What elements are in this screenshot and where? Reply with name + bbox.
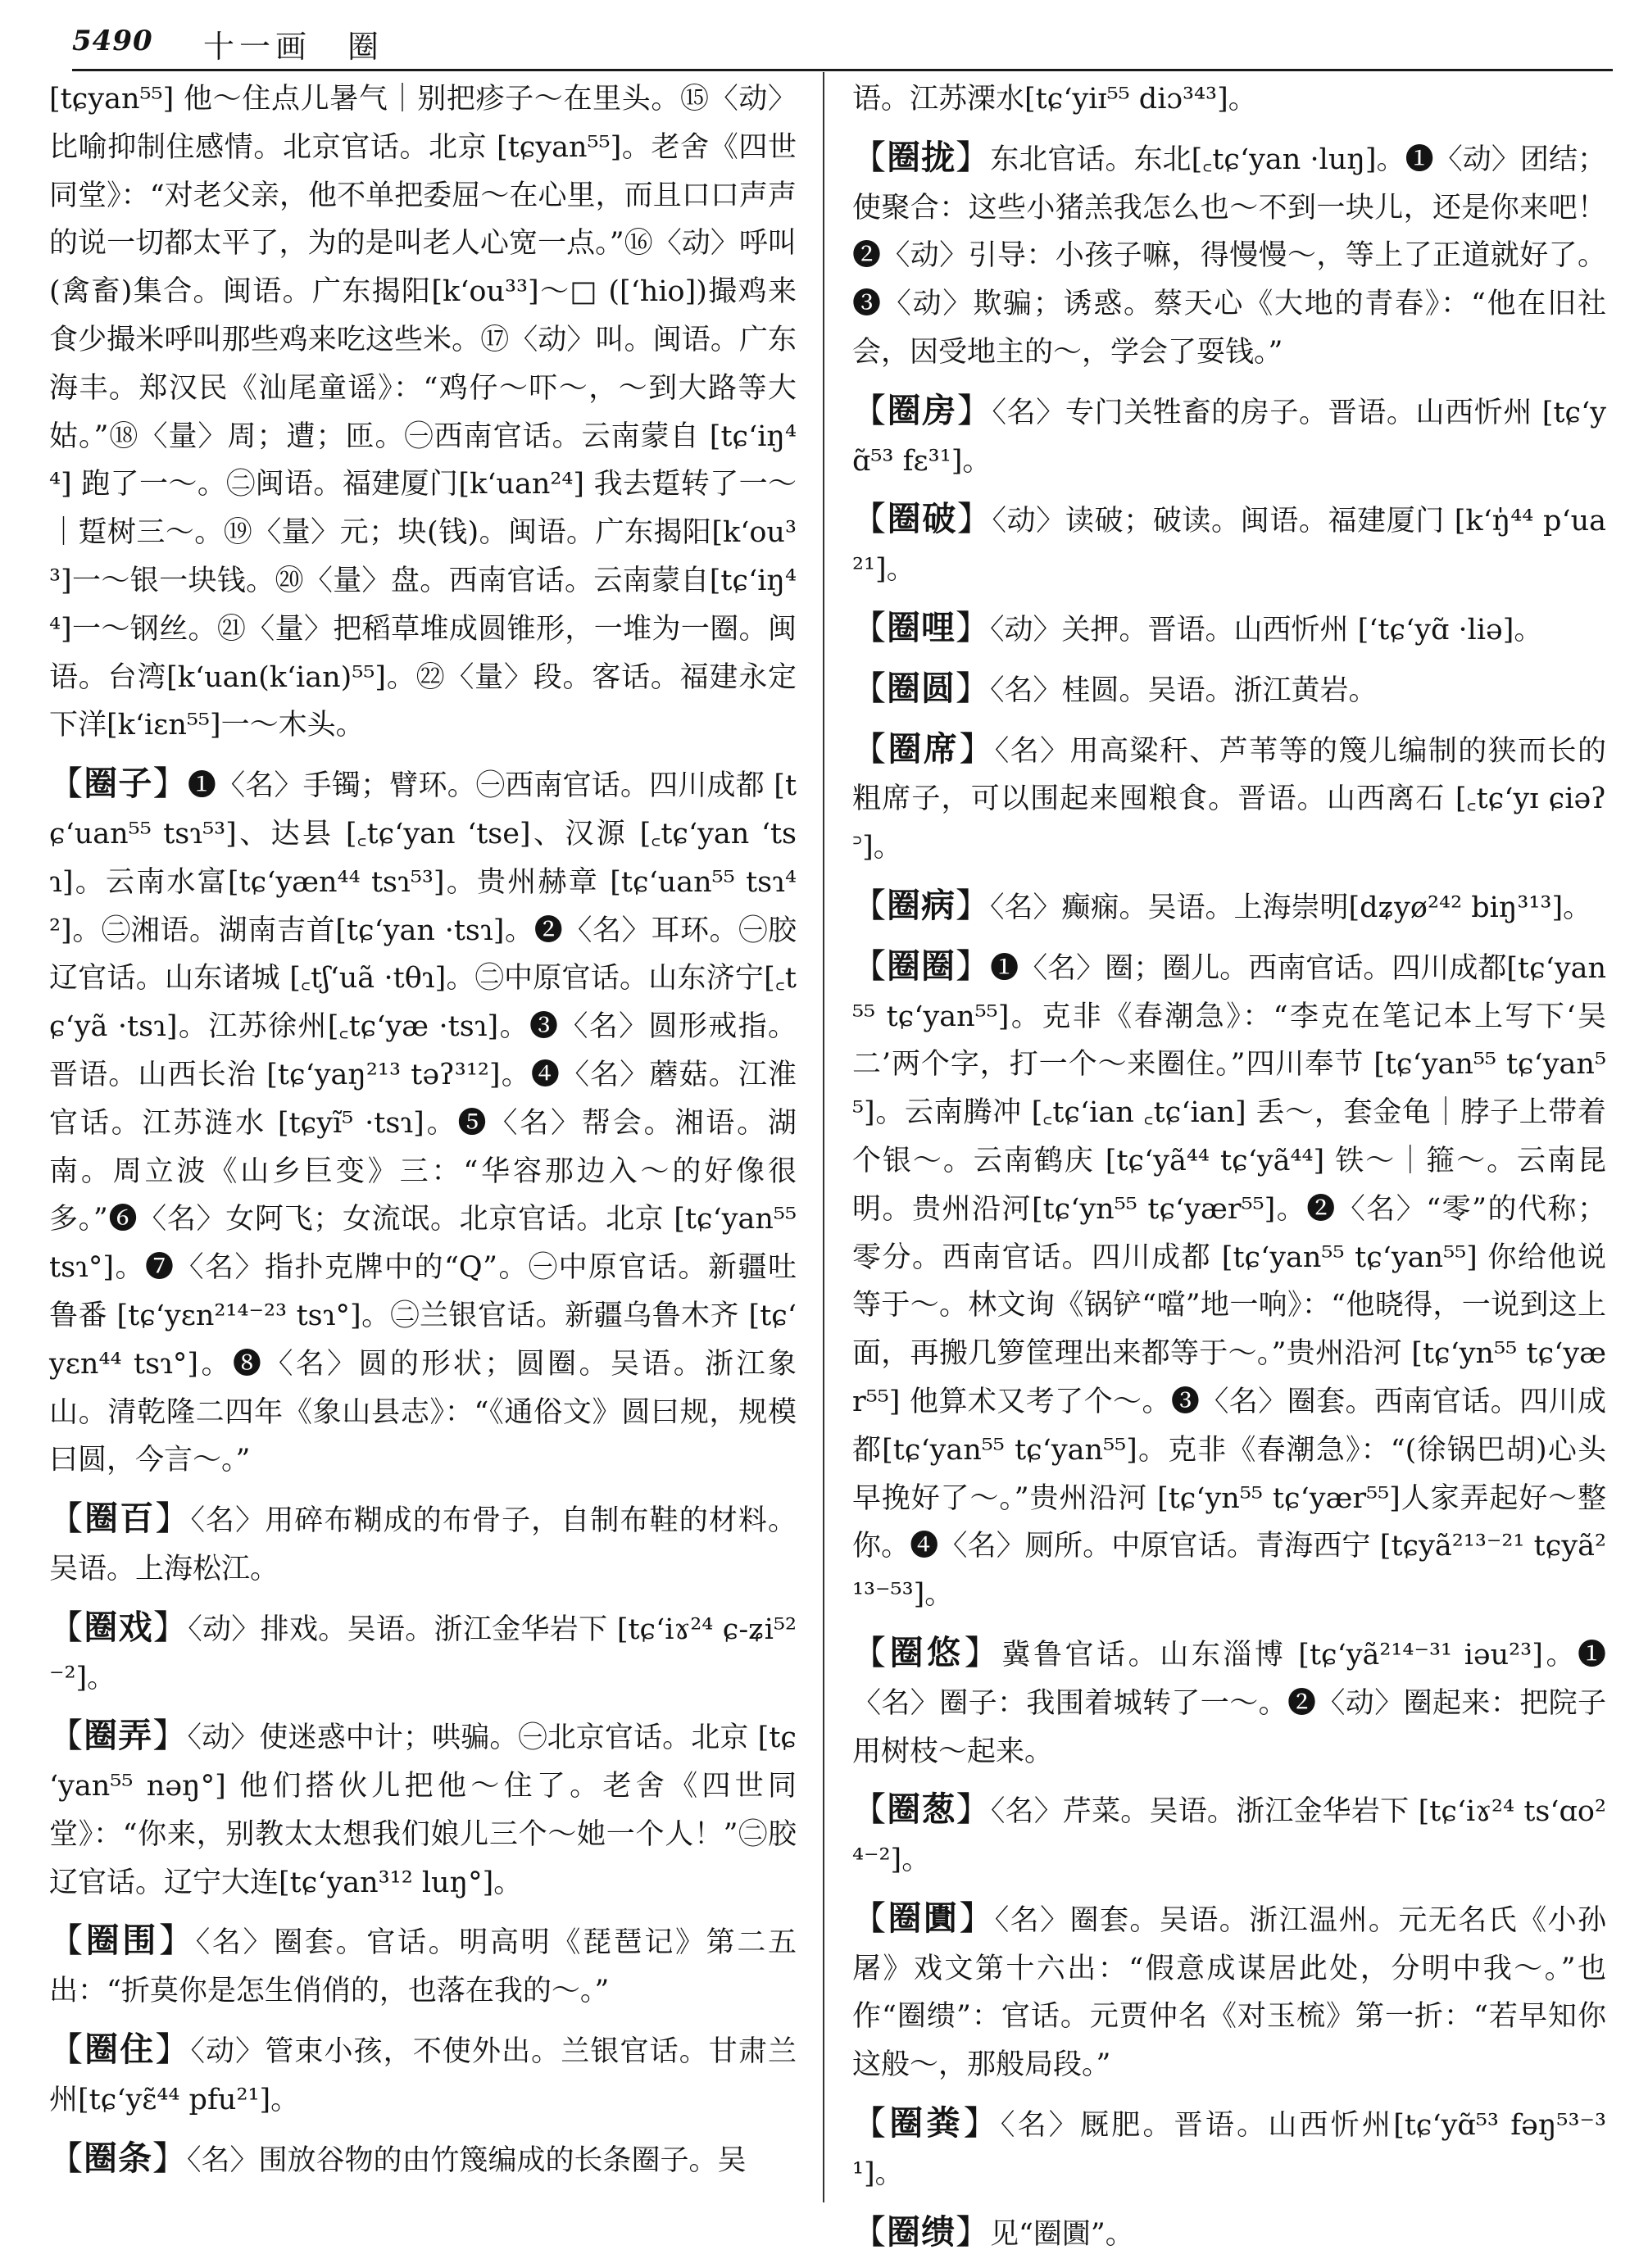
entry-definition: 冀鲁官话。山东淄博 [tɕʻyã²¹⁴⁻³¹ iəu²³]。❶〈名〉圈子：我围着城转了一～。❷〈动〉圈起来：把院子用树枝～起来。	[852, 1638, 1607, 1768]
entry-quantiao	[49, 2134, 797, 2185]
entry-definition: 〈名〉圈套。吴语。浙江温州。元无名氏《小孙屠》戏文第十六出：“假意成谋居此处，分明中我～。”也作“圈缋”：官话。元贾仲名《对玉梳》第一折：“若早知你这般～，那般局段。”	[852, 1903, 1606, 2082]
entry-quanzhu	[49, 2025, 797, 2125]
entry-quanfen	[852, 2099, 1606, 2198]
entry-headword: 【圈条】	[49, 2138, 187, 2178]
entry-headword: 【圈子】	[49, 764, 188, 804]
entry-definition: 〈名〉桂圆。吴语。浙江黄岩。	[990, 674, 1378, 707]
column-divider	[823, 72, 824, 2202]
entry-headword: 【圈席】	[852, 728, 995, 769]
entry-definition: 〈动〉关押。晋语。山西忻州 [ʻtɕʻyɑ̃ ·liə]。	[990, 613, 1543, 646]
entry-headword: 【圈病】	[852, 885, 990, 925]
entry-headword: 【圈戏】	[49, 1607, 188, 1647]
right-column	[852, 75, 1606, 2268]
entry-quanhui2	[852, 2208, 1606, 2259]
entry-headword: 【圈围】	[49, 1921, 196, 1961]
page-header	[72, 18, 1621, 67]
entry-headword: 【圈缋】	[852, 2211, 990, 2252]
entry-definition: 〈动〉读破；破读。闽语。福建厦门 [kʻŋ̍⁴⁴ pʻua²¹]。	[852, 505, 1606, 587]
entry-definition: 语。江苏溧水[tɕʻyiɪ⁵⁵ diɔ³⁴³]。	[852, 83, 1257, 116]
entry-headword: 【圈百】	[49, 1499, 191, 1539]
entry-cont-quantiao	[852, 75, 1606, 124]
entry-definition: 见“圈圚”。	[990, 2217, 1134, 2251]
entry-definition: 〈名〉圈套。官话。明高明《琵琶记》第二五出：“折莫你是怎生俏俏的，也落在我的～。”	[49, 1926, 797, 2008]
entry-quanlong	[852, 134, 1606, 377]
entry-headword: 【圈拢】	[852, 137, 991, 177]
entry-quanli	[852, 604, 1606, 655]
entry-definition: 〈名〉用碎布糊成的布骨子，自制布鞋的材料。吴语。上海松江。	[49, 1504, 797, 1585]
entry-definition: [tɕyan⁵⁵] 他～住点儿暑气｜别把疹子～在里头。⑮〈动〉比喻抑制住感情。北京官话。北京 [tɕyan⁵⁵]。老舍《四世同堂》：“对老父亲，他不单把委屈～在心里，而且口口声声的说一切都太平了，为的是叫老人心宽一点。”⑯〈动〉呼叫(禽畜)集合。闽语。广东揭阳[kʻou³³]～□ ([ʻhio])撮鸡来食少撮米呼叫那些鸡来吃这些米。⑰〈动〉叫。闽语。广东海丰。郑汉民《汕尾童谣》：“鸡仔～吓～，～到大路等大姑。”⑱〈量〉周；遭；匝。㊀西南官话。云南蒙自 [tɕʻiŋ⁴⁴] 跑了一～。㊁闽语。福建厦门[kʻuan²⁴] 我去踅转了一～｜踅树三～。⑲〈量〉元；块(钱)。闽语。广东揭阳[kʻou³³]一～银一块钱。⑳〈量〉盘。西南官话。云南蒙自[tɕʻiŋ⁴⁴]一～钢丝。㉑〈量〉把稻草堆成圆锥形，一堆为一圈。闽语。台湾[kʻuan(kʻian)⁵⁵]。㉒〈量〉段。客话。福建永定下洋[kʻiɛn⁵⁵]一～木头。	[49, 83, 797, 742]
entry-quanwei	[49, 1916, 797, 2016]
entry-definition: 〈名〉专门关牲畜的房子。晋语。山西忻州 [tɕʻyɑ̃⁵³ fɛ³¹]。	[852, 396, 1607, 478]
entry-headword: 【圈破】	[852, 499, 992, 539]
entry-headword: 【圈房】	[852, 390, 992, 430]
entry-cont-quan	[49, 75, 797, 750]
entry-quanhui	[852, 1894, 1606, 2089]
entry-headword: 【圈悠】	[852, 1632, 1002, 1672]
entry-quanyou	[852, 1629, 1606, 1776]
section-title: 十一画 圈	[203, 29, 384, 65]
entry-definition: 〈动〉使迷惑中计；哄骗。㊀北京官话。北京 [tɕʻyan⁵⁵ nəŋ°] 他们搭伙儿把他～住了。老舍《四世同堂》：“你来，别教太太想我们娘儿三个～她一个人！”㊁胶辽官话。辽宁大连[tɕʻyan³¹² luŋ°]。	[49, 1721, 797, 1899]
entry-headword: 【圈葱】	[852, 1789, 991, 1830]
entry-quanyuan	[852, 665, 1606, 715]
entry-definition: 〈名〉芹菜。吴语。浙江金华岩下 [tɕʻiɤ²⁴ tsʻɑo²⁴⁻²]。	[852, 1795, 1607, 1877]
entry-quanzi	[49, 760, 797, 1485]
entry-definition: 〈动〉管束小孩，不使外出。兰银官话。甘肃兰州[tɕʻyɛ̃⁴⁴ pfu²¹]。	[49, 2035, 797, 2116]
entry-definition: 〈名〉厩肥。晋语。山西忻州[tɕʻyɑ̃⁵³ fəŋ⁵³⁻³¹]。	[852, 2109, 1607, 2190]
entry-definition: 〈名〉用高粱秆、芦苇等的篾儿编制的狭而长的粗席子，可以围起来囤粮食。晋语。山西离石 [꜀tɕʻyɪ ɕiəʔ꜄]。	[852, 734, 1606, 864]
entry-headword: 【圈弄】	[49, 1716, 188, 1756]
entry-headword: 【圈住】	[49, 2030, 191, 2070]
entry-quanbai	[49, 1495, 797, 1594]
entry-quannong	[49, 1712, 797, 1907]
entry-headword: 【圈圆】	[852, 668, 990, 708]
header-rule	[72, 69, 1613, 71]
entry-headword: 【圈圚】	[852, 1898, 995, 1938]
entry-quanfang	[852, 387, 1606, 486]
entry-quanbing	[852, 882, 1606, 932]
entry-definition: ❶〈名〉手镯；臂环。㊀西南官话。四川成都 [tɕʻuan⁵⁵ tsɿ⁵³]、达县 [꜀tɕʻyan ʻtse]、汉源 [꜀tɕʻyan ʻtsɿ]。云南水富[tɕʻyæn⁴⁴ tsɿ⁵³]。贵州赫章 [tɕʻuan⁵⁵ tsɿ⁴²]。㊁湘语。湖南吉首[tɕʻyan ·tsɿ]。❷〈名〉耳环。㊀胶辽官话。山东诸城 [꜀tʃʻuã ·tθɿ]。㊁中原官话。山东济宁[꜀tɕʻyã ·tsɿ]。江苏徐州[꜀tɕʻyæ ·tsɿ]。❸〈名〉圆形戒指。晋语。山西长治 [tɕʻyaŋ²¹³ təʔ³¹²]。❹〈名〉蘑菇。江淮官话。江苏涟水 [tɕyĩ⁵ ·tsɿ]。❺〈名〉帮会。湘语。湖南。周立波《山乡巨变》三：“华容那边入～的好像很多。”❻〈名〉女阿飞；女流氓。北京官话。北京 [tɕʻyan⁵⁵ tsɿ°]。❼〈名〉指扑克牌中的“Q”。㊀中原官话。新疆吐鲁番 [tɕʻyɛn²¹⁴⁻²³ tsɿ°]。㊁兰银官话。新疆乌鲁木齐 [tɕʻyɛn⁴⁴ tsɿ°]。❽〈名〉圆的形状；圆圈。吴语。浙江象山。清乾隆二四年《象山县志》：“《通俗文》圆曰规，规模曰圆，今言～。”	[49, 769, 797, 1477]
entry-headword: 【圈哩】	[852, 607, 990, 647]
entry-quanpo	[852, 495, 1606, 594]
entry-definition: 东北官话。东北[꜀tɕʻyan ·luŋ]。❶〈动〉团结；使聚合：这些小猪羔我怎么也～不到一块儿，还是你来吧！❷〈动〉引导：小孩子嘛，得慢慢～，等上了正道就好了。❸〈动〉欺骗；诱惑。蔡天心《大地的青春》：“他在旧社会，因受地主的～，学会了耍钱。”	[852, 143, 1607, 369]
entry-definition: ❶〈名〉圈；圈儿。西南官话。四川成都[tɕʻyan⁵⁵ tɕʻyan⁵⁵]。克非《春潮急》：“李克在笔记本上写下‘吴二’两个字，打一个～来圈住。”四川奉节 [tɕʻyan⁵⁵ tɕʻyan⁵⁵]。云南腾冲 [꜀tɕʻian ꜀tɕʻian] 丢～，套金龟｜脖子上带着个银～。云南鹤庆 [tɕʻyã⁴⁴ tɕʻyã⁴⁴] 铁～｜箍～。云南昆明。贵州沿河[tɕʻyn⁵⁵ tɕʻyær⁵⁵]。❷〈名〉“零”的代称；零分。西南官话。四川成都 [tɕʻyan⁵⁵ tɕʻyan⁵⁵] 你给他说等于～。林文询《锅铲“噹”地一响》：“他晓得，一说到这上面，再搬几箩筐理出来都等于～。”贵州沿河 [tɕʻyn⁵⁵ tɕʻyær⁵⁵] 他算术又考了个～。❸〈名〉圈套。西南官话。四川成都[tɕʻyan⁵⁵ tɕʻyan⁵⁵]。克非《春潮急》：“(徐锅巴胡)心头早挽好了～。”贵州沿河 [tɕʻyn⁵⁵ tɕʻyær⁵⁵]人家弄起好～整你。❹〈名〉厕所。中原官话。青海西宁 [tɕyã²¹³⁻²¹ tɕyã²¹³⁻⁵³]。	[852, 951, 1607, 1612]
entry-headword: 【圈圈】	[852, 946, 991, 986]
entry-quanxi2	[852, 725, 1606, 872]
entry-definition: 〈名〉癫痫。吴语。上海崇明[dʑyø²⁴² biŋ³¹³]。	[990, 891, 1592, 924]
left-column	[49, 75, 797, 2194]
entry-definition: 〈名〉围放谷物的由竹篾编成的长条圈子。吴	[187, 2143, 747, 2177]
entry-quanquan	[852, 942, 1606, 1619]
entry-quancong	[852, 1785, 1606, 1885]
entry-definition: 〈动〉排戏。吴语。浙江金华岩下 [tɕʻiɤ²⁴ ɕ-ʑi⁵²⁻²]。	[49, 1613, 797, 1694]
entry-quanxi	[49, 1603, 797, 1703]
page-number: 5490	[72, 25, 153, 57]
entry-headword: 【圈粪】	[852, 2103, 1001, 2143]
